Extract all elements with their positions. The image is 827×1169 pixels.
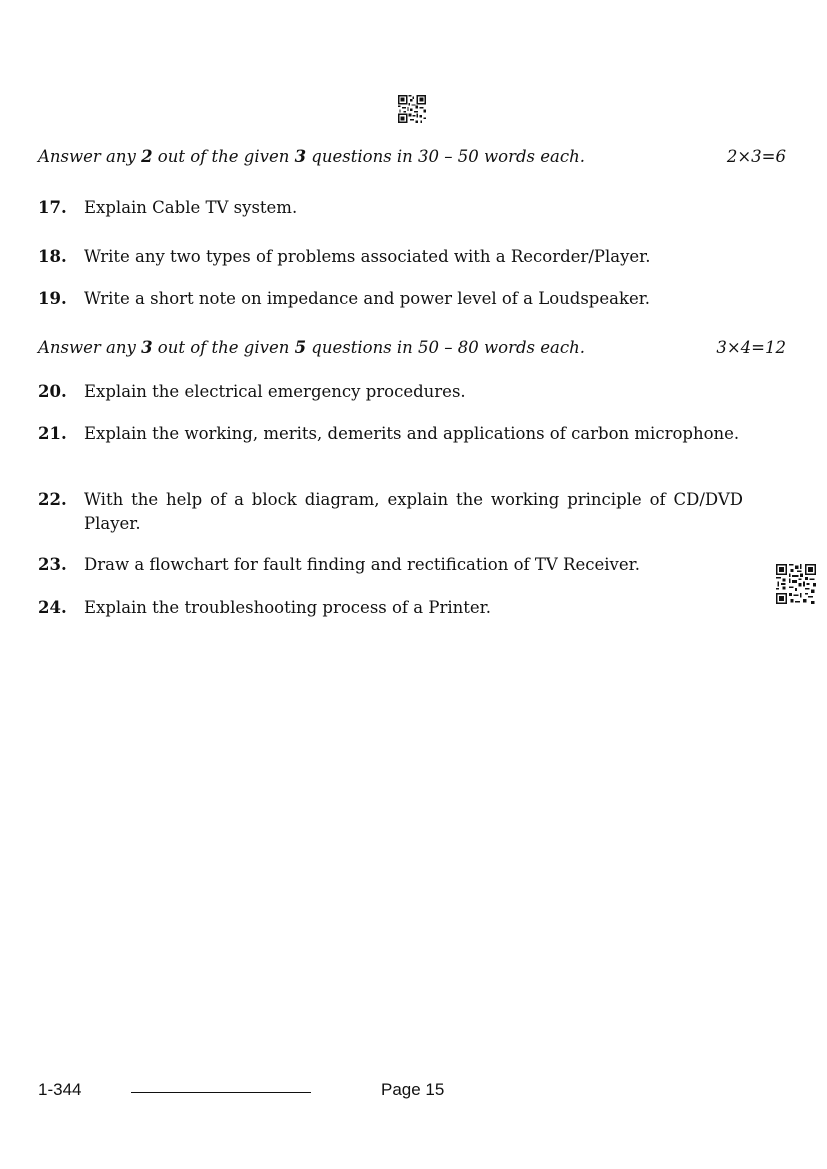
marks-allocation: 2×3=6 bbox=[726, 147, 786, 166]
qr-code-icon bbox=[776, 564, 816, 604]
page-footer bbox=[0, 1080, 827, 1104]
footer-divider bbox=[131, 1092, 311, 1093]
question-item bbox=[38, 287, 743, 311]
question-item bbox=[38, 380, 743, 404]
question-item bbox=[38, 596, 743, 620]
question-text: Explain the troubleshooting process of a Printer. bbox=[84, 598, 491, 617]
question-text: Write any two types of problems associated with a Recorder/Player. bbox=[84, 247, 651, 266]
section-instruction bbox=[38, 147, 786, 166]
question-text: Explain the electrical emergency procedures. bbox=[84, 382, 466, 401]
question-number: 19. bbox=[38, 289, 67, 308]
question-text: With the help of a block diagram, explain the working principle of CD/DVD Player. bbox=[84, 490, 743, 533]
question-text: Explain Cable TV system. bbox=[84, 198, 298, 217]
instruction-text: Answer any 2 out of the given 3 questions in 30 – 50 words each. bbox=[38, 147, 585, 166]
question-number: 20. bbox=[38, 382, 67, 401]
question-number: 22. bbox=[38, 490, 67, 509]
question-text: Draw a flowchart for fault finding and rectification of TV Receiver. bbox=[84, 555, 640, 574]
question-item bbox=[38, 196, 743, 220]
question-item bbox=[38, 422, 743, 446]
question-number: 21. bbox=[38, 424, 67, 443]
question-text: Explain the working, merits, demerits and applications of carbon microphone. bbox=[84, 424, 740, 443]
question-item bbox=[38, 245, 743, 269]
page-number: Page 15 bbox=[381, 1080, 445, 1099]
marks-allocation: 3×4=12 bbox=[716, 338, 786, 357]
question-text: Write a short note on impedance and power level of a Loudspeaker. bbox=[84, 289, 651, 308]
question-item bbox=[38, 553, 743, 577]
question-number: 24. bbox=[38, 598, 67, 617]
qr-code-icon bbox=[398, 95, 426, 123]
question-number: 18. bbox=[38, 247, 67, 266]
instruction-text: Answer any 3 out of the given 5 questions in 50 – 80 words each. bbox=[38, 338, 585, 357]
question-number: 17. bbox=[38, 198, 67, 217]
question-item bbox=[38, 488, 743, 536]
paper-code: 1-344 bbox=[38, 1080, 82, 1099]
section-instruction bbox=[38, 338, 786, 357]
question-number: 23. bbox=[38, 555, 67, 574]
